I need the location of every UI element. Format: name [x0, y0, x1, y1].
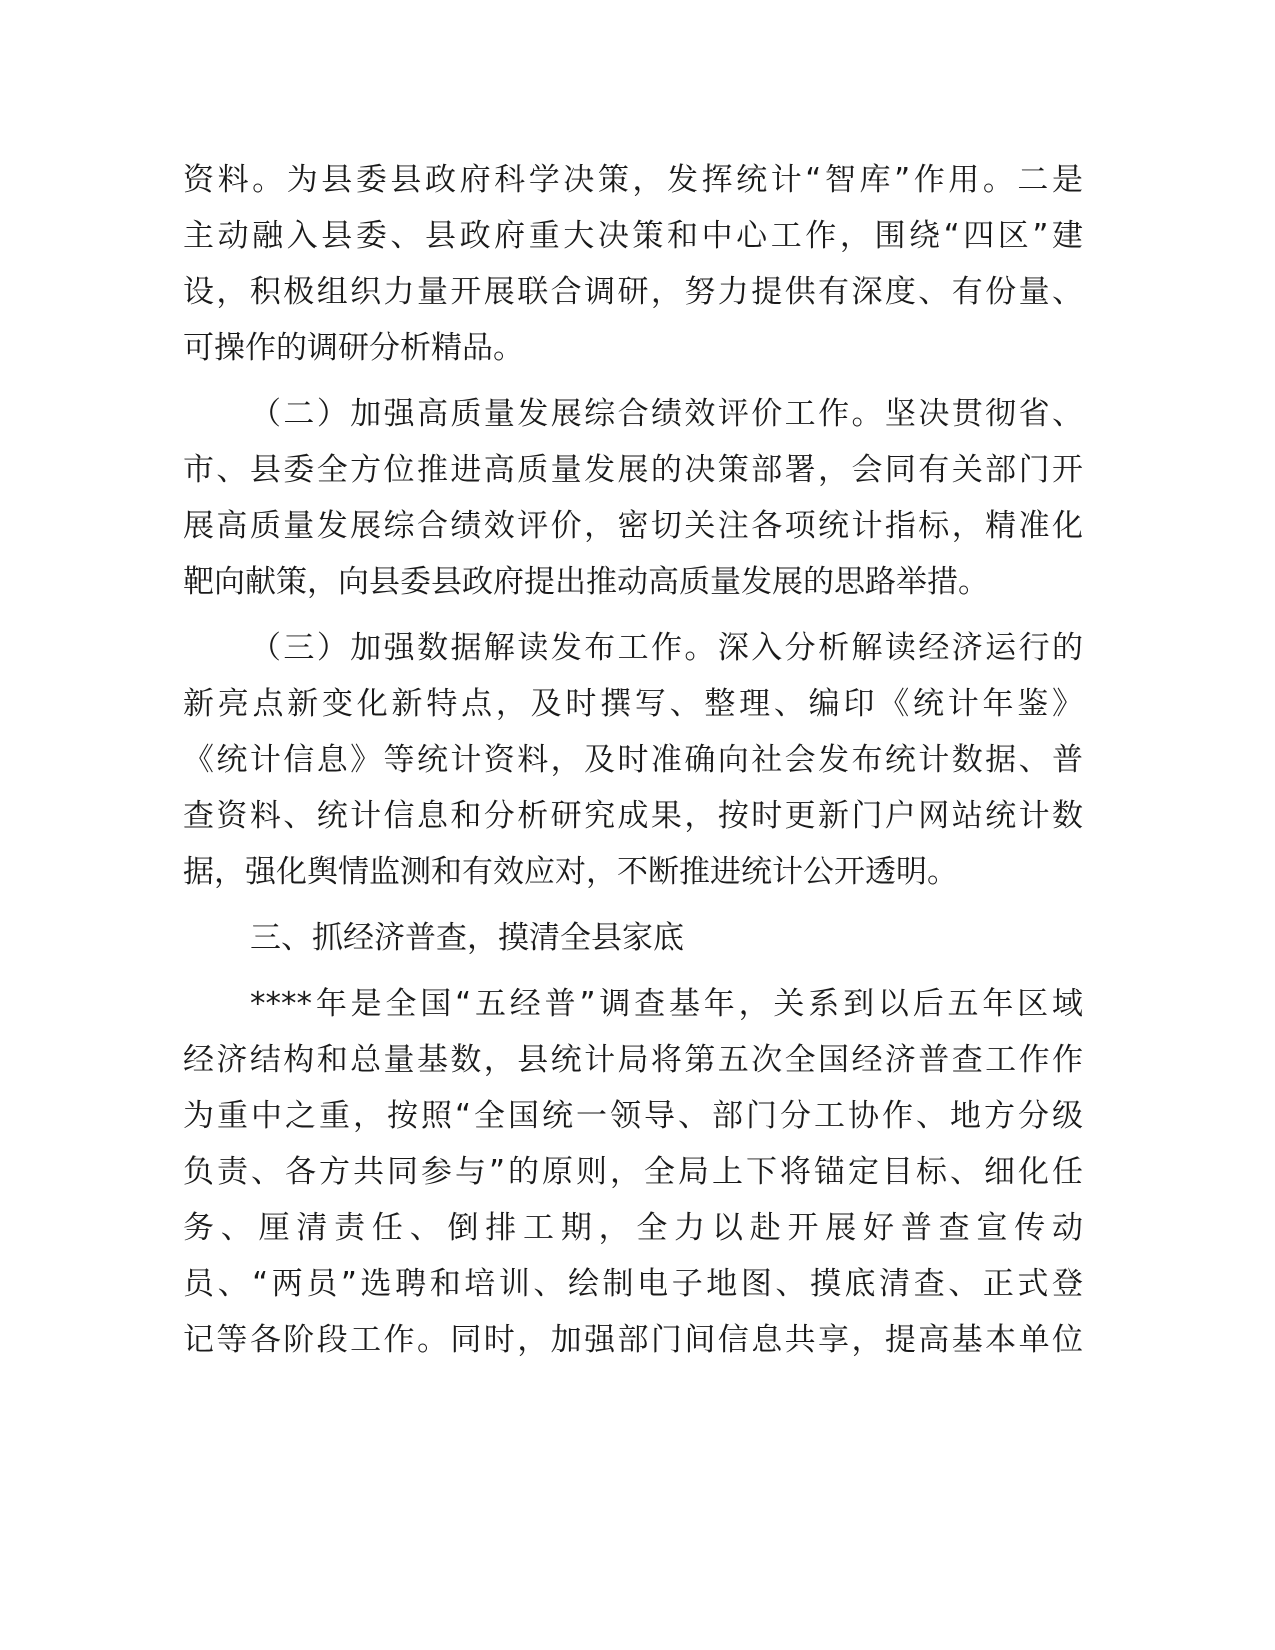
- document-body: [183, 152, 1083, 1378]
- text-line: 新亮点新变化新特点，及时撰写、整理、编印《统计年鉴》: [183, 686, 1083, 722]
- text-line: 务、厘清责任、倒排工期，全力以赴开展好普查宣传动: [183, 1210, 1083, 1246]
- text-line: 可操作的调研分析精品。: [183, 330, 524, 366]
- paragraph-5: [183, 976, 1083, 1368]
- text-line: 记等各阶段工作。同时，加强部门间信息共享，提高基本单位: [183, 1322, 1083, 1358]
- heading-line: 三、抓经济普查，摸清全县家底: [250, 920, 684, 956]
- section-heading: [183, 910, 1083, 966]
- paragraph-2: [183, 386, 1083, 610]
- paragraph-3: [183, 620, 1083, 900]
- text-line: ****年是全国“五经普”调查基年，关系到以后五年区域: [250, 986, 1083, 1022]
- text-line: 《统计信息》等统计资料，及时准确向社会发布统计数据、普: [183, 742, 1083, 778]
- text-line: 为重中之重，按照“全国统一领导、部门分工协作、地方分级: [183, 1098, 1083, 1134]
- text-line: （二）加强高质量发展综合绩效评价工作。坚决贯彻省、: [250, 396, 1083, 432]
- text-line: 经济结构和总量基数，县统计局将第五次全国经济普查工作作: [183, 1042, 1083, 1078]
- text-line: 靶向献策，向县委县政府提出推动高质量发展的思路举措。: [183, 564, 989, 600]
- text-line: 资料。为县委县政府科学决策，发挥统计“智库”作用。二是: [183, 162, 1083, 198]
- text-line: 查资料、统计信息和分析研究成果，按时更新门户网站统计数: [183, 798, 1083, 834]
- text-line: （三）加强数据解读发布工作。深入分析解读经济运行的: [250, 630, 1083, 666]
- text-line: 员、“两员”选聘和培训、绘制电子地图、摸底清查、正式登: [183, 1266, 1083, 1302]
- text-line: 市、县委全方位推进高质量发展的决策部署，会同有关部门开: [183, 452, 1083, 488]
- text-line: 展高质量发展综合绩效评价，密切关注各项统计指标，精准化: [183, 508, 1083, 544]
- text-line: 负责、各方共同参与”的原则，全局上下将锚定目标、细化任: [183, 1154, 1083, 1190]
- paragraph-1: [183, 152, 1083, 376]
- text-line: 主动融入县委、县政府重大决策和中心工作，围绕“四区”建: [183, 218, 1083, 254]
- text-line: 据，强化舆情监测和有效应对，不断推进统计公开透明。: [183, 854, 958, 890]
- text-line: 设，积极组织力量开展联合调研，努力提供有深度、有份量、: [183, 274, 1083, 310]
